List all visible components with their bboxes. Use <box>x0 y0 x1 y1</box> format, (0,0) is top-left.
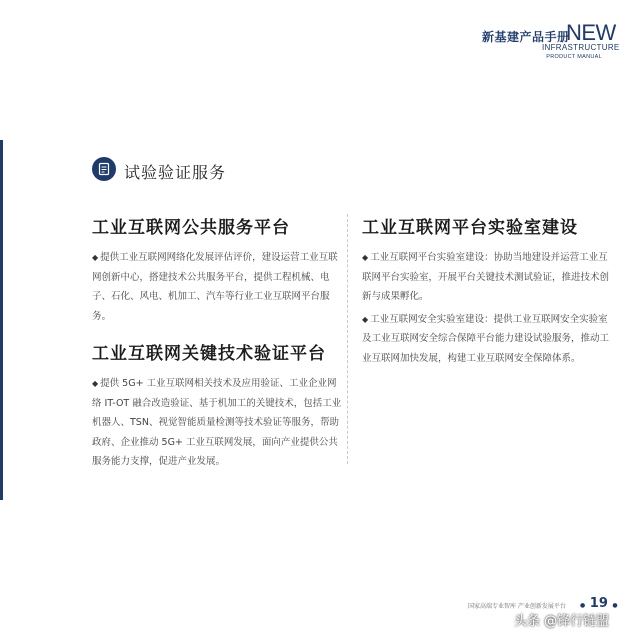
bullet-icon: ◆ <box>362 314 369 324</box>
heading-lab-construction: 工业互联网平台实验室建设 <box>362 218 578 238</box>
left-column <box>92 216 342 472</box>
left-accent-rule <box>0 140 3 500</box>
bullet-icon: ◆ <box>362 253 369 262</box>
header-subtitle-2: PRODUCT MANUAL <box>546 54 602 60</box>
list-item <box>362 248 614 307</box>
list-item <box>362 310 614 369</box>
section-title: 试验验证服务 <box>124 163 227 182</box>
footer-text: 国家高端专业智库 产业创新发展平台 <box>468 603 566 610</box>
watermark: 头条 @锋行链盟 <box>514 614 610 629</box>
bullet-icon: ◆ <box>92 379 99 388</box>
header-subtitle-1: INFRASTRUCTURE <box>542 43 620 52</box>
heading-key-tech-platform: 工业互联网关键技术验证平台 <box>92 344 326 364</box>
item-text: 提供工业互联网网络化发展评估评价，建设运营工业互联网创新中心，搭建技术公共服务平台，提供工程机械、电子、石化、风电、机加工、汽车等行业工业互联网平台服务。 <box>92 252 338 322</box>
item-text: 工业互联网平台实验室建设：协助当地建设并运营工业互联网平台实验室，开展平台关键技术测试验证，推进技术创新与成果孵化。 <box>362 252 610 302</box>
item-text: 工业互联网安全实验室建设：提供工业互联网安全实验室及工业互联网安全综合保障平台能力建设试验服务，推动工业互联网加快发展，构建工业互联网安全保障体系。 <box>362 313 610 364</box>
right-column <box>362 216 614 368</box>
bullet-icon: ◆ <box>92 253 99 262</box>
document-icon <box>92 157 116 181</box>
heading-public-service-platform: 工业互联网公共服务平台 <box>92 218 290 238</box>
item-text: 提供 5G+ 工业互联网相关技术及应用验证、工业企业网络 IT-OT 融合改造验证、基于机加工的关键技术，包括工业机器人、TSN、视觉智能质量检测等技术验证等服务，帮助政府、企业推动 5G+ 工业互联网发展，面向产业提供公共服务能力支撑，促进产业发展。 <box>92 378 342 467</box>
header-title-new: NEW <box>566 20 616 45</box>
column-divider <box>347 214 348 464</box>
page-number: ● 19 ● <box>580 596 618 611</box>
header-title-cn: 新基建产品手册 <box>482 30 570 44</box>
list-item <box>92 374 342 472</box>
list-item <box>92 248 342 326</box>
